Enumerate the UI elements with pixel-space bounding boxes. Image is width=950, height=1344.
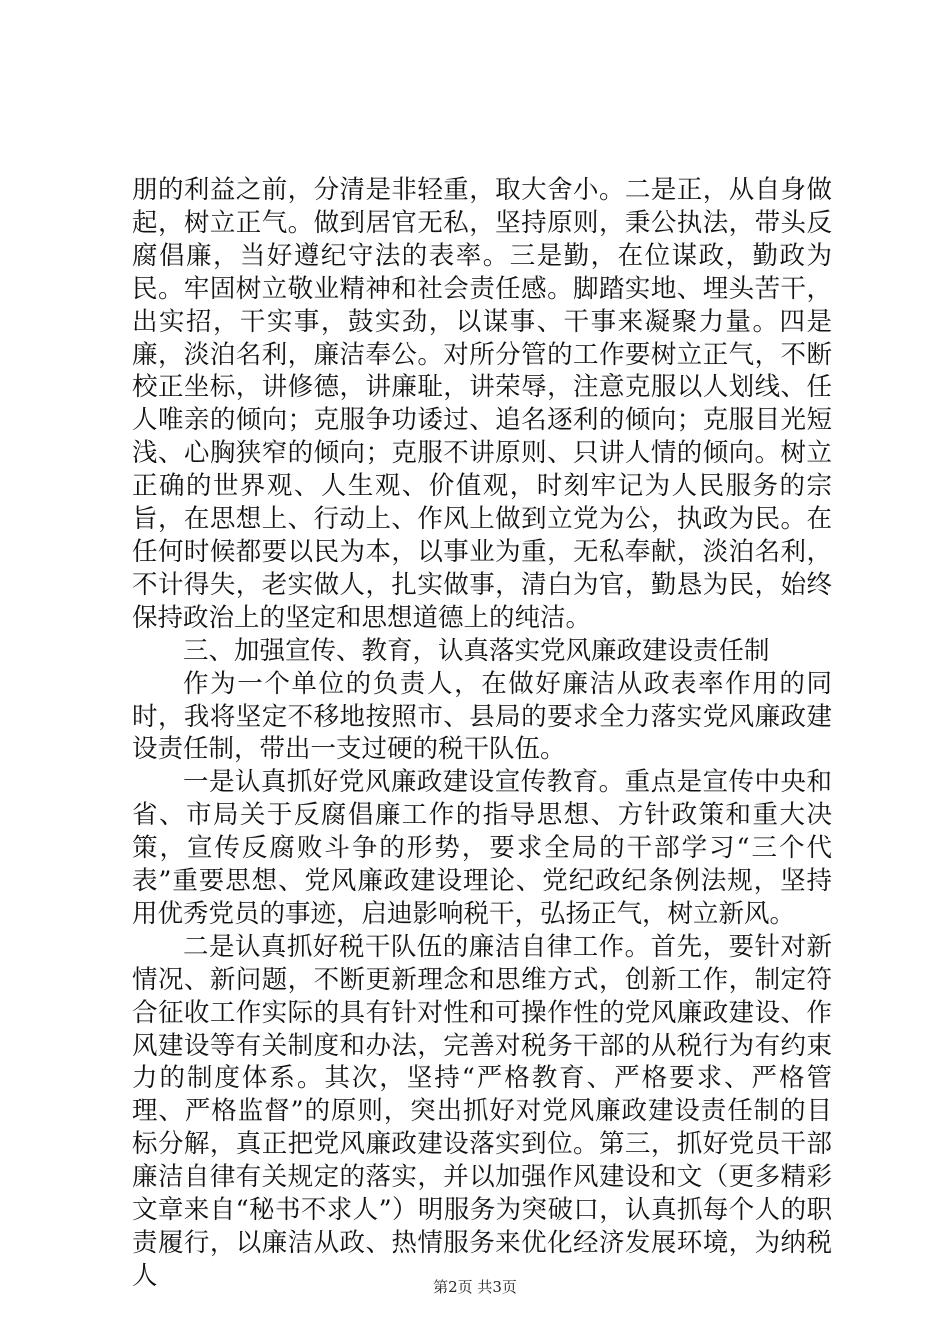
page-number-footer: 第2页 共3页 <box>433 1278 517 1296</box>
paragraph-intro: 作为一个单位的负责人，在做好廉洁从政表率作用的同时，我将坚定不移地按照市、县局的要求全力落实党风廉政建设责任制，带出一支过硬的税干队伍。 <box>132 668 832 765</box>
section-heading: 三、加强宣传、教育，认真落实党风廉政建设责任制 <box>183 635 770 666</box>
document-body <box>132 174 832 1293</box>
paragraph-continued: 朋的利益之前，分清是非轻重，取大舍小。二是正，从自身做起，树立正气。做到居官无私，坚持原则，秉公执法，带头反腐倡廉，当好遵纪守法的表率。三是勤，在位谋政，勤政为民。牢固树立敬业精神和社会责任感。脚踏实地、埋头苦干，出实招，干实事，鼓实劲，以谋事、干事来凝聚力量。四是廉，淡泊名利，廉洁奉公。对所分管的工作要树立正气，不断校正坐标，讲修德，讲廉耻，讲荣辱，注意克服以人划线、任人唯亲的倾向；克服争功诿过、追名逐利的倾向；克服目光短浅、心胸狭窄的倾向；克服不讲原则、只讲人情的倾向。树立正确的世界观、人生观、价值观，时刻牢记为人民服务的宗旨，在思想上、行动上、作风上做到立党为公，执政为民。在任何时候都要以民为本，以事业为重，无私奉献，淡泊名利，不计得失，老实做人，扎实做事，清白为官，勤恳为民，始终保持政治上的坚定和思想道德上的纯洁。 <box>132 175 832 633</box>
paragraph-second-point: 二是认真抓好税干队伍的廉洁自律工作。首先，要针对新情况、新问题，不断更新理念和思维方式，创新工作，制定符合征收工作实际的具有针对性和可操作性的党风廉政建设、作风建设等有关制度和办法，完善对税务干部的从税行为有约束力的制度体系。其次，坚持“严格教育、严格要求、严格管理、严格监督”的原则，突出抓好对党风廉政建设责任制的目标分解，真正把党风廉政建设落实到位。第三，抓好党员干部廉洁自律有关规定的落实，并以加强作风建设和文（更多精彩文章来自“秘书不求人”）明服务为突破口，认真抓每个人的职责履行，以廉洁从政、热情服务来优化经济发展环境，为纳税人 <box>132 931 832 1291</box>
paragraph-first-point: 一是认真抓好党风廉政建设宣传教育。重点是宣传中央和省、市局关于反腐倡廉工作的指导思想、方针政策和重大决策，宣传反腐败斗争的形势，要求全局的干部学习“三个代表”重要思想、党风廉政建设理论、党纪政纪条例法规，坚持用优秀党员的事迹，启迪影响税干，弘扬正气，树立新风。 <box>132 767 832 929</box>
